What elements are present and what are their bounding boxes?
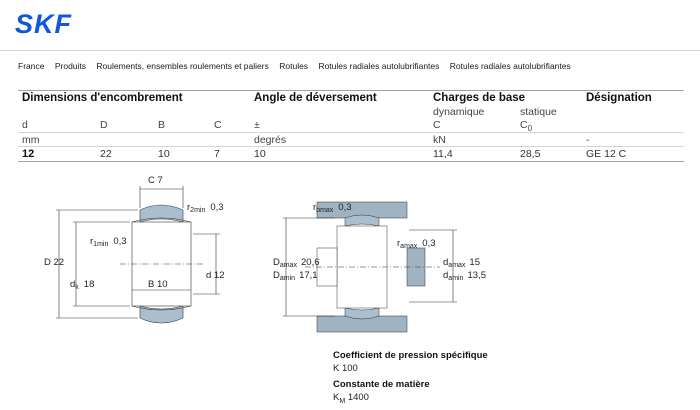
- bearing-drawing: [40, 170, 240, 340]
- symbol-c0: [520, 119, 532, 133]
- table-unit-rule: [18, 132, 684, 133]
- dk-value: 18: [83, 279, 95, 290]
- value-d: 12: [22, 148, 35, 160]
- breadcrumb-item[interactable]: Rotules radiales autolubrifiantes: [318, 61, 440, 71]
- r1-letter: r: [90, 236, 94, 247]
- header-designation: Désignation: [586, 92, 652, 104]
- unit-angle: degrés: [254, 134, 287, 146]
- Damin-value: 17,1: [299, 270, 318, 281]
- D-dimension-label: D 22: [44, 257, 65, 268]
- breadcrumb: [18, 61, 579, 71]
- rb-value: 0,3: [338, 202, 352, 213]
- Damin-letter: D: [273, 270, 280, 281]
- r2-value: 0,3: [210, 202, 224, 213]
- rb-letter: r: [313, 202, 317, 213]
- breadcrumb-item[interactable]: France: [18, 61, 45, 71]
- breadcrumb-item[interactable]: Roulements, ensembles roulements et paliers: [96, 61, 269, 71]
- material-value: 1400: [347, 392, 369, 403]
- damax-value: 15: [469, 257, 480, 268]
- damin-symbol: [443, 270, 486, 282]
- symbol-d: d: [22, 119, 28, 131]
- ra-letter: r: [397, 238, 401, 249]
- unit-designation: -: [586, 134, 590, 146]
- Damax-letter: D: [273, 257, 280, 268]
- r2-sub: 2min: [190, 207, 206, 214]
- header-charges: Charges de base: [433, 92, 526, 104]
- damax-symbol: [443, 257, 480, 269]
- value-designation: GE 12 C: [586, 148, 627, 160]
- ra-symbol: [397, 238, 436, 250]
- table-bottom-rule: [18, 161, 684, 162]
- abutment-drawing: [265, 190, 486, 340]
- breadcrumb-item[interactable]: Rotules: [279, 61, 309, 71]
- dk-symbol: [70, 279, 94, 291]
- unit-mm: mm: [22, 134, 40, 146]
- bearing-properties: [333, 350, 488, 405]
- material-value-row: [333, 392, 488, 405]
- material-symbol: K: [333, 392, 340, 403]
- damin-letter: d: [443, 270, 449, 281]
- Damax-symbol: [273, 257, 320, 269]
- dk-letter: d: [70, 279, 76, 290]
- damax-letter: d: [443, 257, 449, 268]
- r1-sub: 1min: [93, 241, 109, 248]
- unit-load: kN: [433, 134, 446, 146]
- r1-value: 0,3: [113, 236, 127, 247]
- breadcrumb-item[interactable]: Rotules radiales autolubrifiantes: [449, 61, 571, 71]
- header-static: statique: [520, 106, 557, 118]
- r2-symbol: [187, 202, 224, 214]
- Damax-value: 20,6: [301, 257, 320, 268]
- c-dimension-label: C 7: [148, 175, 163, 186]
- symbol-D: D: [100, 119, 108, 131]
- symbol-B: B: [158, 119, 166, 131]
- value-angle: 10: [254, 148, 266, 160]
- value-C: 7: [214, 148, 220, 160]
- r2-letter: r: [187, 202, 191, 213]
- pressure-value: K 100: [333, 363, 358, 374]
- ra-value: 0,3: [422, 238, 436, 249]
- Damin-sub: amin: [279, 275, 296, 282]
- material-sub: M: [339, 397, 346, 405]
- header-dynamic: dynamique: [433, 106, 485, 118]
- skf-logo[interactable]: [15, 11, 95, 37]
- Damin-symbol: [273, 270, 318, 282]
- symbol-c0-main: C: [520, 119, 528, 131]
- svg-text:SKF: SKF: [15, 9, 72, 39]
- symbol-C: C: [214, 119, 222, 131]
- symbol-c-dynamic: C: [433, 119, 441, 131]
- value-c0: 28,5: [520, 148, 541, 160]
- damax-sub: amax: [448, 262, 466, 269]
- material-title: Constante de matière: [333, 379, 430, 390]
- symbol-angle: ±: [254, 119, 260, 131]
- ra-sub: amax: [400, 243, 418, 250]
- header-dimensions: Dimensions d'encombrement: [22, 92, 183, 104]
- symbol-c0-sub: 0: [527, 124, 533, 134]
- damin-sub: amin: [448, 275, 464, 282]
- value-D: 22: [100, 148, 112, 160]
- breadcrumb-item[interactable]: Produits: [54, 61, 87, 71]
- value-c-dynamic: 11,4: [433, 148, 453, 160]
- damin-value: 13,5: [467, 270, 486, 281]
- Damax-sub: amax: [279, 262, 297, 269]
- r1-symbol: [90, 236, 127, 248]
- page-header: [0, 0, 700, 51]
- table-row-rule: [18, 146, 684, 147]
- d-dimension-label: d 12: [206, 270, 225, 281]
- dk-sub: k: [75, 284, 79, 291]
- B-dimension-label: B 10: [148, 279, 168, 290]
- table-top-rule: [18, 90, 684, 91]
- pressure-title: Coefficient de pression spécifique: [333, 350, 488, 361]
- value-B: 10: [158, 148, 170, 160]
- header-angle: Angle de déversement: [254, 92, 377, 104]
- rb-sub: bmax: [316, 207, 334, 214]
